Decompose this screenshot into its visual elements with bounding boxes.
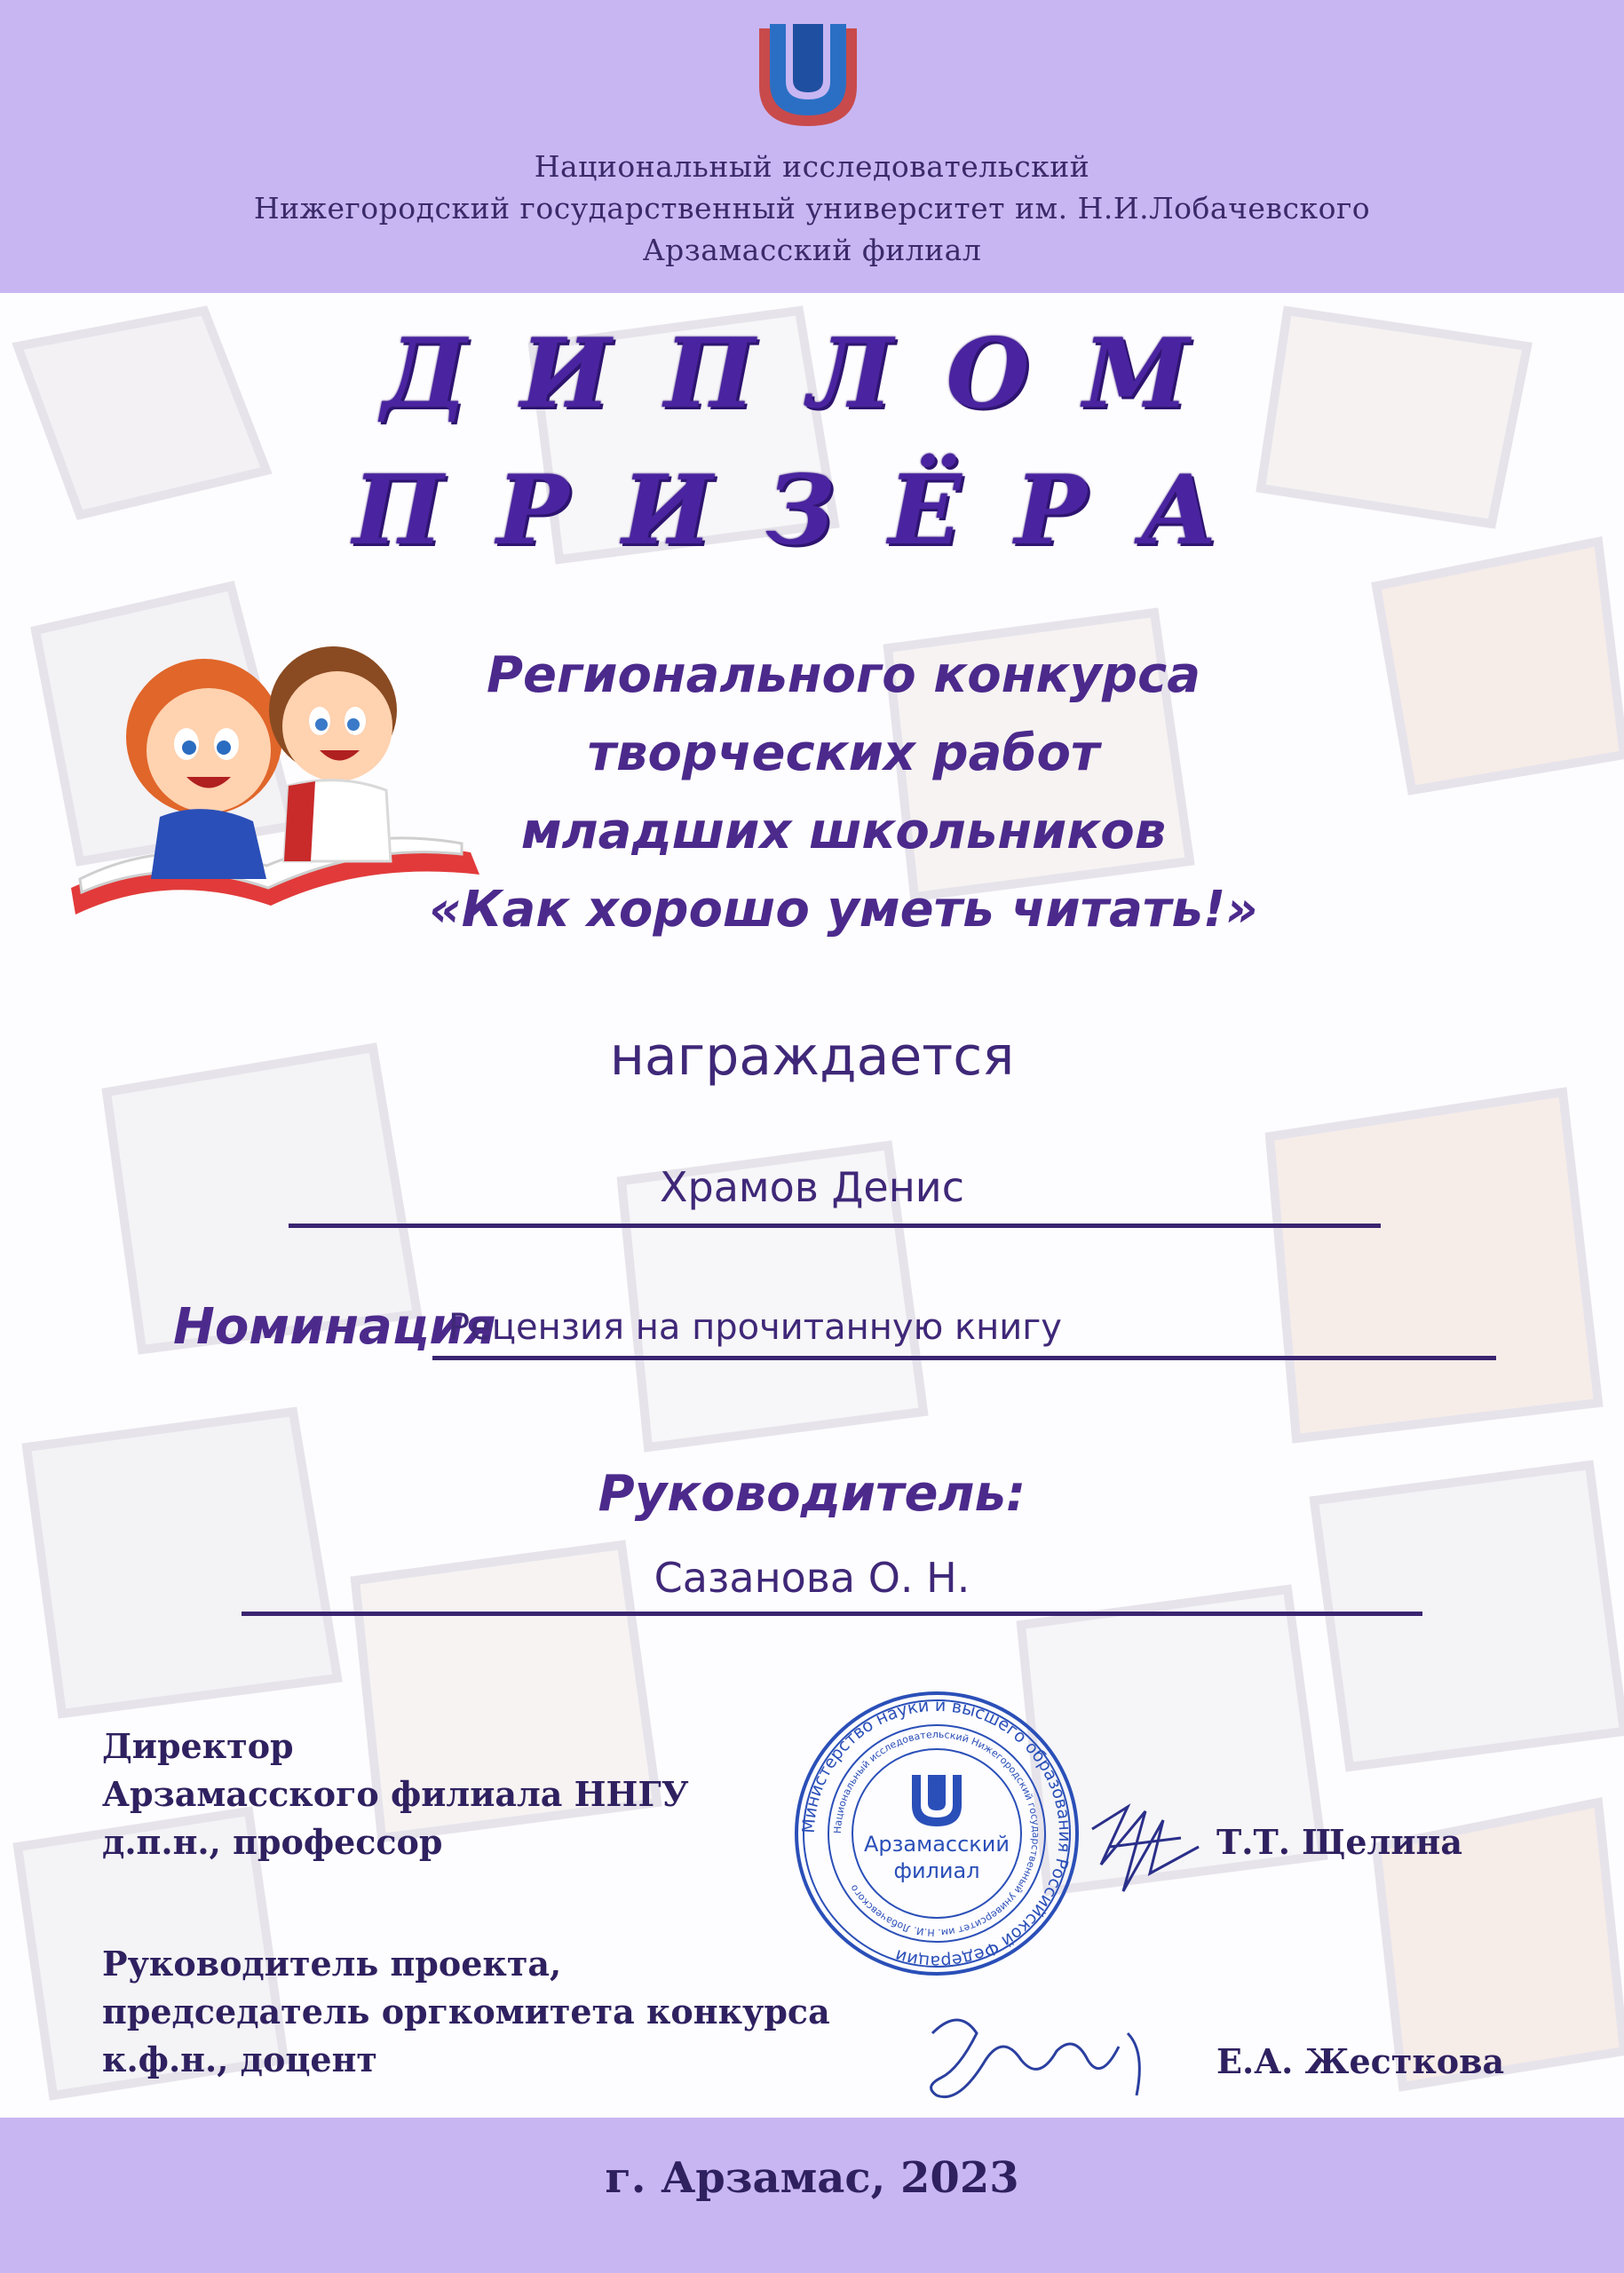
signatory-2-line-1: Руководитель проекта, [102, 1944, 562, 1984]
nomination-value: Рецензия на прочитанную книгу [448, 1307, 1062, 1348]
signatory-1-line-3: д.п.н., профессор [102, 1822, 443, 1862]
title-line-1: ДИПЛОМ [381, 318, 1243, 430]
supervisor-underline [242, 1612, 1422, 1616]
signatory-1-line-1: Директор [102, 1726, 294, 1766]
supervisor-label: Руководитель: [598, 1465, 1026, 1523]
header-line-2: Нижегородский государственный университет им. Н.И.Лобачевского [253, 191, 1371, 226]
contest-line-2: творческих работ [587, 725, 1100, 782]
stamp-inner-ring-text: Национальный исследовательский Нижегородский государственный университет им. Н.И. Лобачевского [831, 1728, 1042, 1939]
signatory-2-line-2: председатель оргкомитета конкурса [102, 1992, 830, 2031]
signatory-1-line-2: Арзамасского филиала ННГУ [102, 1774, 689, 1814]
university-logo-icon [750, 20, 866, 131]
footer-city-year: г. Арзамас, 2023 [605, 2153, 1019, 2203]
signatory-1-name: Т.Т. Щелина [1216, 1822, 1462, 1862]
signature-2-scribble [906, 1998, 1172, 2113]
title-line-2: ПРИЗЁРА [353, 455, 1271, 566]
awarded-label: награждается [609, 1026, 1015, 1088]
signatory-1-title [102, 1723, 689, 1866]
contest-line-3: младших школьников [520, 803, 1167, 860]
recipient-name: Храмов Денис [660, 1163, 964, 1211]
stamp-center-line-1: Арзамасский [863, 1832, 1010, 1857]
signatory-2-title [102, 1940, 830, 2084]
supervisor-value: Сазанова О. Н. [654, 1554, 970, 1602]
stamp-logo-icon [912, 1775, 962, 1826]
footer-banner [0, 2118, 1624, 2273]
contest-line-1: Регионального конкурса [486, 646, 1201, 704]
signature-1-scribble [1074, 1794, 1208, 1909]
nomination-label: Номинация [173, 1298, 496, 1356]
header-line-3: Арзамасский филиал [642, 233, 982, 267]
stamp-ring-text: Министерство науки и высшего образования Российской Федерации [798, 1695, 1075, 1972]
signatory-2-name: Е.А. Жесткова [1216, 2041, 1505, 2081]
official-stamp-seal [790, 1687, 1083, 1980]
recipient-underline [289, 1224, 1381, 1228]
contest-line-4: «Как хорошо уметь читать!» [429, 881, 1258, 939]
header-banner [0, 0, 1624, 293]
stamp-center-line-2: филиал [893, 1858, 980, 1883]
header-line-1: Национальный исследовательский [534, 149, 1090, 184]
nomination-underline [432, 1356, 1496, 1360]
signatory-2-line-3: к.ф.н., доцент [102, 2039, 377, 2079]
